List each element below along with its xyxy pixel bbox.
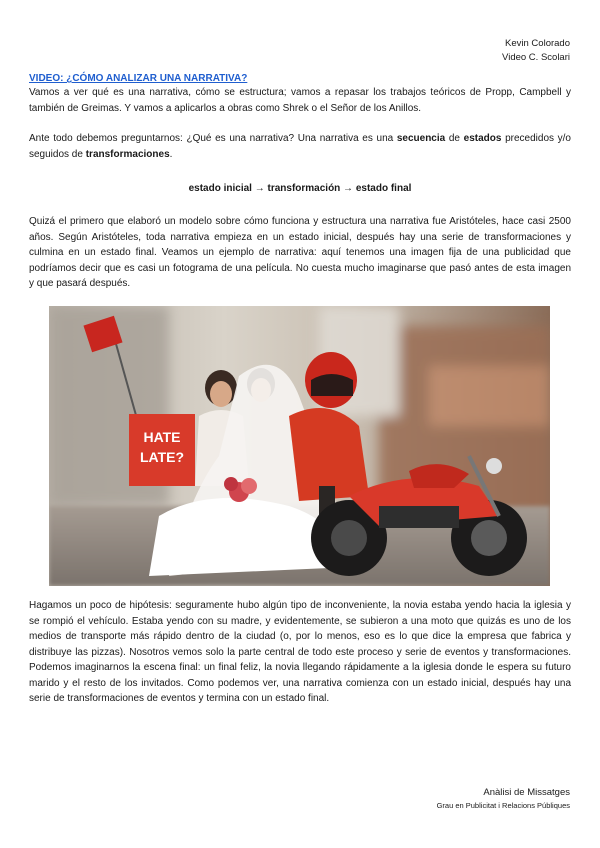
- definition-text: de: [445, 133, 464, 144]
- term-secuencia: secuencia: [396, 133, 446, 144]
- definition-text: .: [169, 148, 173, 160]
- advertisement-photo: [49, 306, 550, 586]
- author-name: Kevin Colorado: [505, 38, 570, 49]
- box-text-late: LATE?: [139, 449, 185, 465]
- main-content: [29, 72, 571, 292]
- source-credit: Video C. Scolari: [502, 52, 570, 63]
- term-estados: estados: [463, 133, 502, 144]
- definition-text: Ante todo debemos preguntarnos: ¿Qué es una narrativa? Una narrativa es una: [29, 133, 397, 144]
- narrative-formula: estado inicial → transformación → estado final: [188, 183, 412, 194]
- aristotle-paragraph: Quizá el primero que elaboró un modelo sobre cómo funciona y estructura una narrativa fue Aristóteles, hace casi 2500 años. Según Aristóteles, toda narrativa empieza en un estado inicial, después hay una serie de transformaciones y culmina en un estado final. Veamos un ejemplo de narrativa: aquí tenemos una imagen fija de una publicidad que podríamos decir que es casi un fotograma de una película. No cuesta mucho imaginarse que pasó antes de esta imagen y que pasará después.: [29, 216, 571, 289]
- intro-paragraph: Vamos a ver qué es una narrativa, cómo se estructura; vamos a repasar los trabajos teóricos de Propp, Campbell y también de Greimas. Y vamos a aplicarlos a obras como Shrek o el Señor de los Anillos.: [29, 87, 571, 114]
- degree-name: Grau en Publicitat i Relacions Públiques: [436, 801, 570, 810]
- page-footer: [437, 786, 570, 811]
- page-header: [502, 37, 570, 65]
- term-transformaciones: transformaciones: [85, 148, 170, 160]
- course-name: Anàlisi de Missatges: [483, 787, 570, 798]
- hypothesis-section: [29, 598, 571, 707]
- video-title-link[interactable]: VIDEO: ¿CÓMO ANALIZAR UNA NARRATIVA?: [29, 73, 248, 84]
- definition-paragraph: [29, 131, 571, 162]
- hypothesis-paragraph: Hagamos un poco de hipótesis: seguramente hubo algún tipo de inconveniente, la novia estaba yendo hacia la iglesia y se rompió el vehículo. Estaba yendo con su madre, y evidentemente, se subieron a una moto que quizás es uno de los medios de transporte más rápido dentro de la ciudad (o, por lo menos, eso es lo que dice la empresa que fabrica y distribuye las pizzas). Nosotros vemos solo la parte central de todo este proceso y serie de eventos y transformaciones. Podemos imaginarnos la escena final: un final feliz, la novia llegando rápidamente a la iglesia donde le espera su futuro marido y el resto de los invitados. Como podemos ver, una narrativa comienza con un estado inicial, después hay una serie de transformaciones de eventos y termina con un estado final.: [29, 600, 571, 704]
- box-text-hate: HATE: [143, 429, 181, 445]
- definition-text: precedidos y/o seguidos de: [29, 133, 571, 160]
